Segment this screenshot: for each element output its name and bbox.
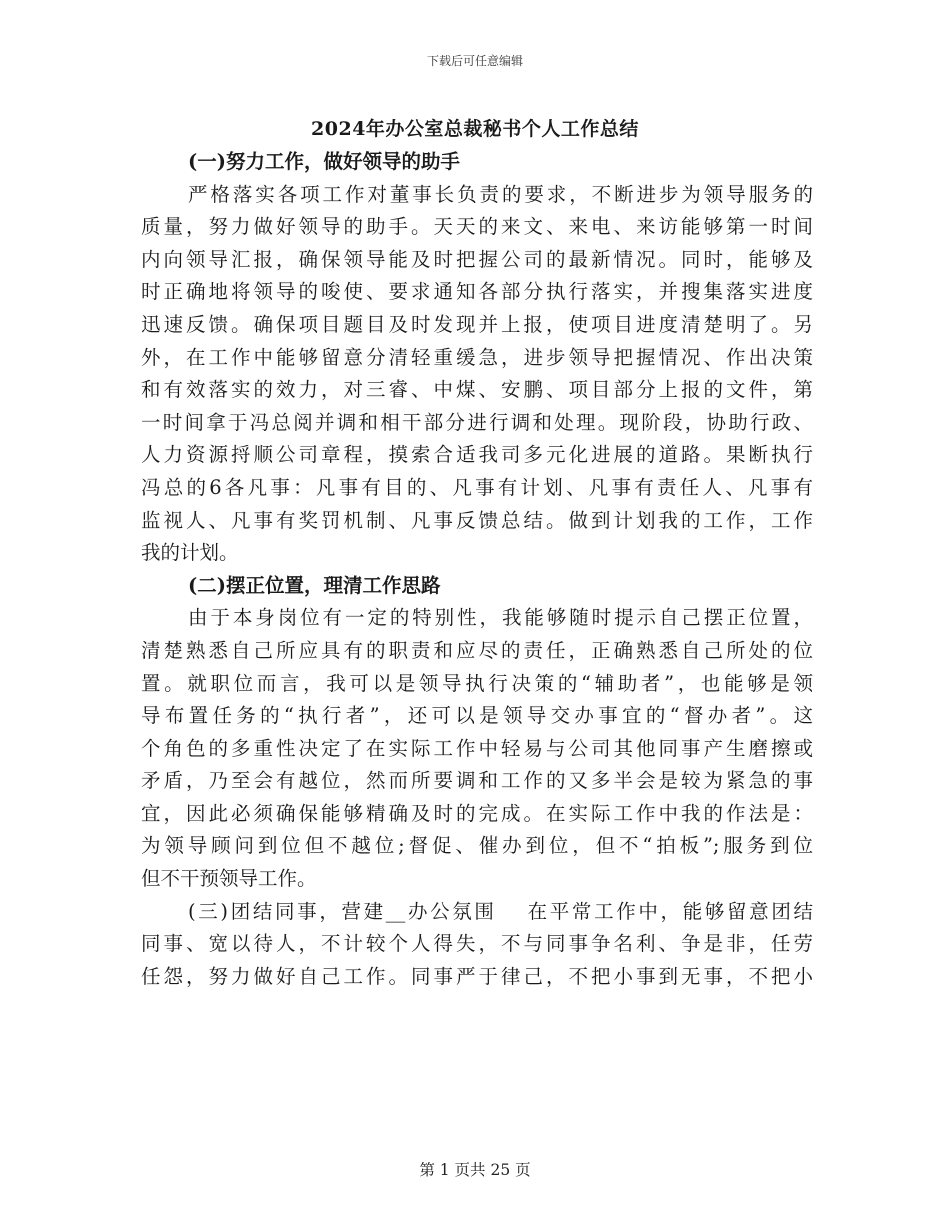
paragraph-line: 外，在工作中能够留意分清轻重缓急，进步领导把握情况、作出决策 bbox=[141, 345, 813, 369]
paragraph-line: 同事、宽以待人，不计较个人得失，不与同事争名利、争是非，任劳 bbox=[141, 932, 813, 956]
paragraph-line: 一时间拿于冯总阅并调和相干部分进行调和处理。现阶段，协助行政、 bbox=[141, 410, 813, 434]
section-heading: (二)摆正位置，理清工作思路 bbox=[188, 573, 441, 597]
document-title: 2024年办公室总裁秘书个人工作总结 bbox=[311, 118, 639, 140]
paragraph-line: 任怨，努力做好自己工作。同事严于律己，不把小事到无事，不把小 bbox=[141, 964, 813, 988]
paragraph-line: 人力资源捋顺公司章程，摸索合适我司多元化进展的道路。果断执行 bbox=[141, 443, 813, 467]
paragraph-line: 矛盾，乃至会有越位，然而所要调和工作的又多半会是较为紧急的事 bbox=[141, 769, 813, 793]
paragraph-line: 导布置任务的“执行者”，还可以是领导交办事宜的“督办者”。这 bbox=[141, 704, 813, 728]
paragraph-line: 但不干预领导工作。 bbox=[141, 867, 317, 891]
paragraph-line: 清楚熟悉自己所应具有的职责和应尽的责任，正确熟悉自己所处的位 bbox=[141, 638, 813, 662]
paragraph-line: 质量，努力做好领导的助手。天天的来文、来电、来访能够第一时间 bbox=[141, 215, 813, 239]
header-note: 下载后可任意编辑 bbox=[426, 54, 523, 68]
paragraph-line: 置。就职位而言，我可以是领导执行决策的“辅助者”，也能够是领 bbox=[141, 671, 813, 695]
page-footer: 第 1 页共 25 页 bbox=[419, 1161, 531, 1179]
paragraph-line: 迅速反馈。确保项目题目及时发现并上报，使项目进度清楚明了。另 bbox=[141, 312, 813, 336]
section-heading: (一)努力工作，做好领导的助手 bbox=[188, 150, 460, 173]
paragraph-line: 严格落实各项工作对董事长负责的要求，不断进步为领导服务的 bbox=[188, 182, 813, 206]
paragraph-line: 时正确地将领导的唆使、要求通知各部分执行落实，并搜集落实进度 bbox=[141, 280, 813, 304]
paragraph-line: 个角色的多重性决定了在实际工作中轻易与公司其他同事产生磨擦或 bbox=[141, 736, 813, 760]
paragraph-line: 我的计划。 bbox=[141, 541, 239, 565]
paragraph-line: 为领导顾问到位但不越位;督促、催办到位，但不“拍板”;服务到位 bbox=[141, 834, 813, 858]
paragraph-line: 冯总的6各凡事：凡事有目的、凡事有计划、凡事有责任人、凡事有 bbox=[141, 475, 813, 499]
paragraph-line: 和有效落实的效力，对三睿、中煤、安鹏、项目部分上报的文件，第 bbox=[141, 378, 813, 402]
paragraph-line: 宜，因此必须确保能够精确及时的完成。在实际工作中我的作法是： bbox=[141, 801, 813, 825]
paragraph-line: (三)团结同事，营建__办公氛围 在平常工作中，能够留意团结 bbox=[188, 899, 813, 923]
paragraph-line: 内向领导汇报，确保领导能及时把握公司的最新情况。同时，能够及 bbox=[141, 247, 813, 271]
document-body bbox=[141, 146, 813, 993]
paragraph-line: 监视人、凡事有奖罚机制、凡事反馈总结。做到计划我的工作，工作 bbox=[141, 508, 813, 532]
paragraph-line: 由于本身岗位有一定的特别性，我能够随时提示自己摆正位置， bbox=[188, 606, 813, 630]
